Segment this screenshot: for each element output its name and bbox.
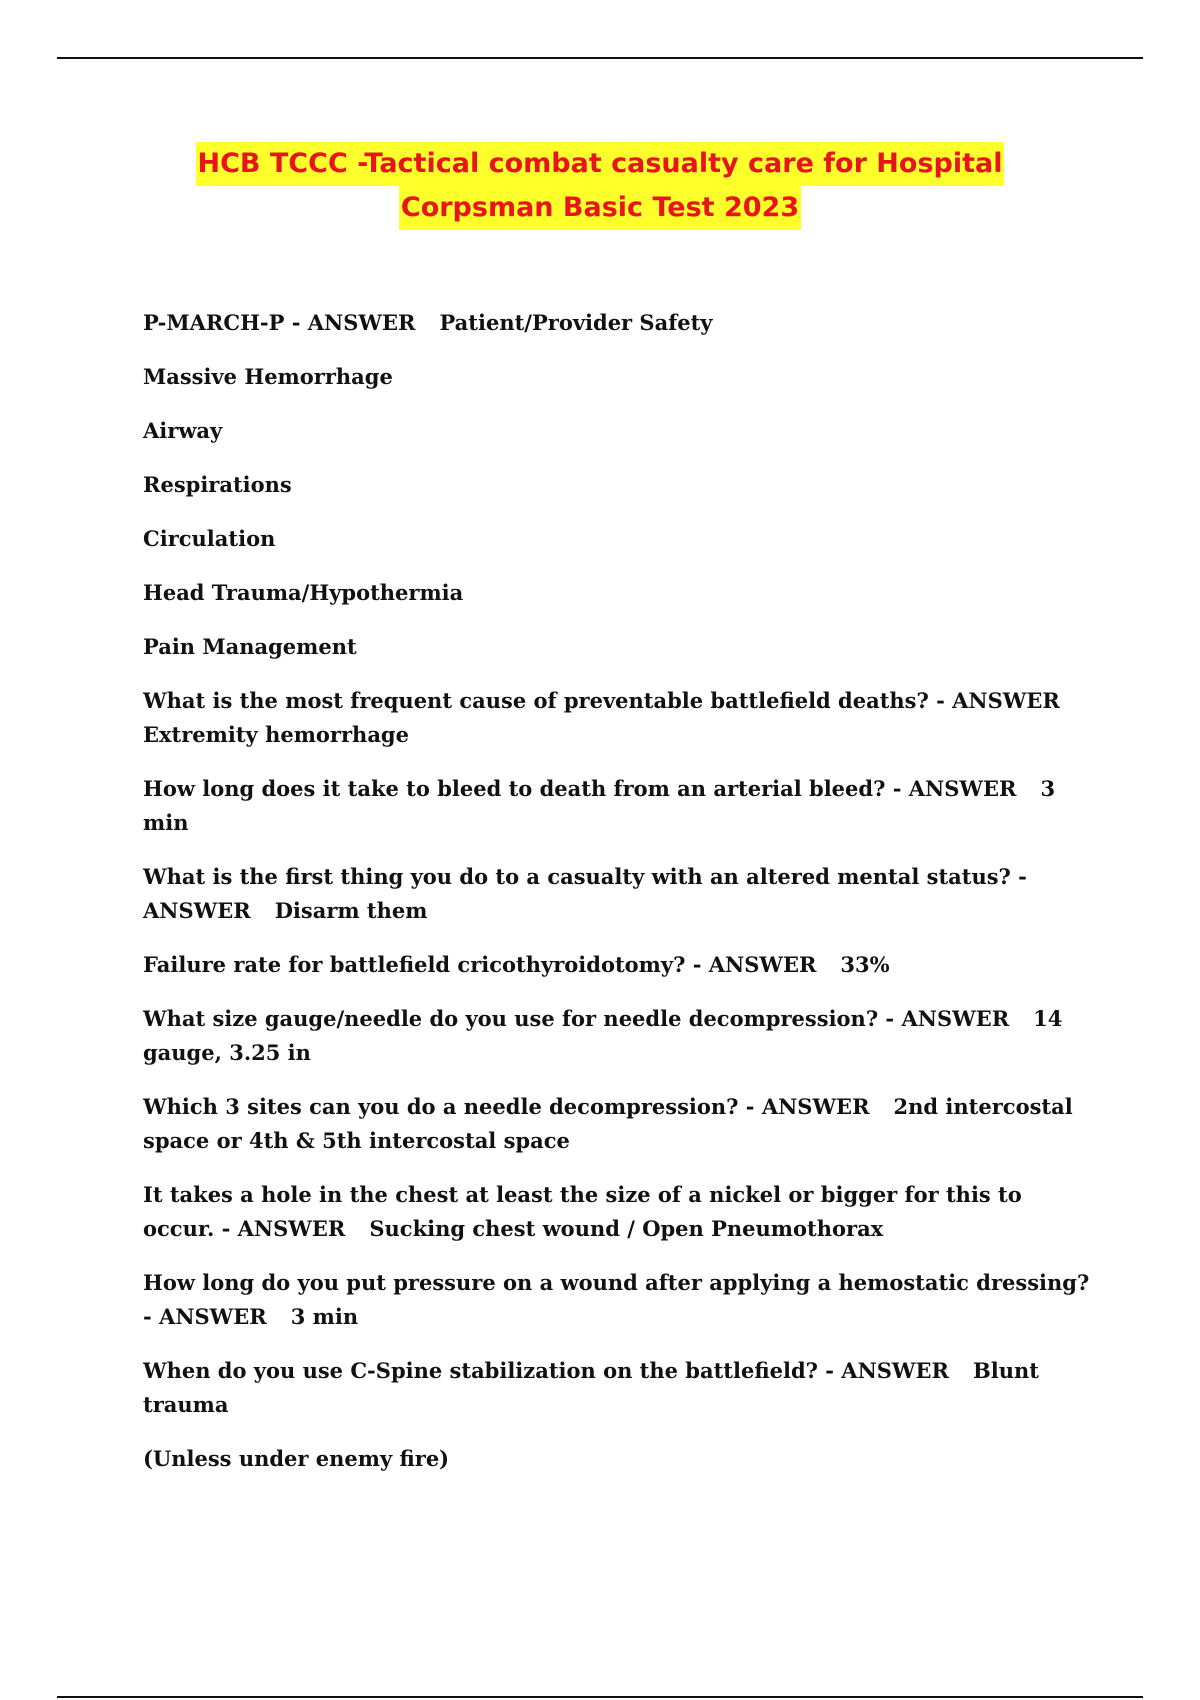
qa-item — [143, 1266, 1093, 1334]
answer-text: Extremity hemorrhage — [143, 722, 409, 747]
qa-item — [143, 860, 1093, 928]
qa-item — [143, 522, 1093, 556]
answer-text: Sucking chest wound / Open Pneumothorax — [369, 1216, 884, 1241]
answer-text: 3 min — [143, 776, 1056, 835]
question-text: How long does it take to bleed to death from an arterial bleed? - ANSWER — [143, 776, 1017, 801]
question-text: Head Trauma/Hypothermia — [143, 580, 464, 605]
answer-text: 14 gauge, 3.25 in — [143, 1006, 1063, 1065]
question-text: (Unless under enemy fire) — [143, 1446, 450, 1471]
answer-text: 33% — [840, 952, 890, 977]
answer-text: Disarm them — [274, 898, 428, 923]
bottom-divider — [57, 1696, 1143, 1698]
answer-text: 3 min — [290, 1304, 359, 1329]
qa-item — [143, 1442, 1093, 1476]
question-text: Which 3 sites can you do a needle decompression? - ANSWER — [143, 1094, 870, 1119]
qa-item — [143, 772, 1093, 840]
question-text: When do you use C-Spine stabilization on the battlefield? - ANSWER — [143, 1358, 949, 1383]
question-text: Airway — [143, 418, 223, 443]
answer-text: Blunt trauma — [143, 1358, 1039, 1417]
question-text: It takes a hole in the chest at least the size of a nickel or bigger for this to occur. - ANSWER — [143, 1182, 1022, 1241]
qa-item — [143, 360, 1093, 394]
qa-item — [143, 306, 1093, 340]
question-text: P-MARCH-P - ANSWER — [143, 310, 416, 335]
title-line-2: Corpsman Basic Test 2023 — [399, 186, 801, 230]
qa-list — [143, 306, 1093, 1496]
qa-item — [143, 1090, 1093, 1158]
document-title — [0, 142, 1200, 230]
question-text: What size gauge/needle do you use for needle decompression? - ANSWER — [143, 1006, 1010, 1031]
qa-item — [143, 630, 1093, 664]
question-text: How long do you put pressure on a wound after applying a hemostatic dressing? - ANSWER — [143, 1270, 1090, 1329]
qa-item — [143, 948, 1093, 982]
title-line-1: HCB TCCC -Tactical combat casualty care for Hospital — [196, 142, 1005, 186]
qa-item — [143, 468, 1093, 502]
answer-text: 2nd intercostal space or 4th & 5th intercostal space — [143, 1094, 1073, 1153]
qa-item — [143, 576, 1093, 610]
question-text: Respirations — [143, 472, 292, 497]
question-text: Failure rate for battlefield cricothyroidotomy? - ANSWER — [143, 952, 817, 977]
qa-item — [143, 414, 1093, 448]
qa-item — [143, 1178, 1093, 1246]
top-divider — [57, 57, 1143, 59]
question-text: Pain Management — [143, 634, 357, 659]
question-text: What is the most frequent cause of preventable battlefield deaths? - ANSWER — [143, 688, 1060, 713]
question-text: Circulation — [143, 526, 276, 551]
question-text: Massive Hemorrhage — [143, 364, 393, 389]
question-text: What is the first thing you do to a casualty with an altered mental status? - ANSWER — [143, 864, 1027, 923]
qa-item — [143, 684, 1093, 752]
answer-text: Patient/Provider Safety — [439, 310, 713, 335]
qa-item — [143, 1354, 1093, 1422]
qa-item — [143, 1002, 1093, 1070]
